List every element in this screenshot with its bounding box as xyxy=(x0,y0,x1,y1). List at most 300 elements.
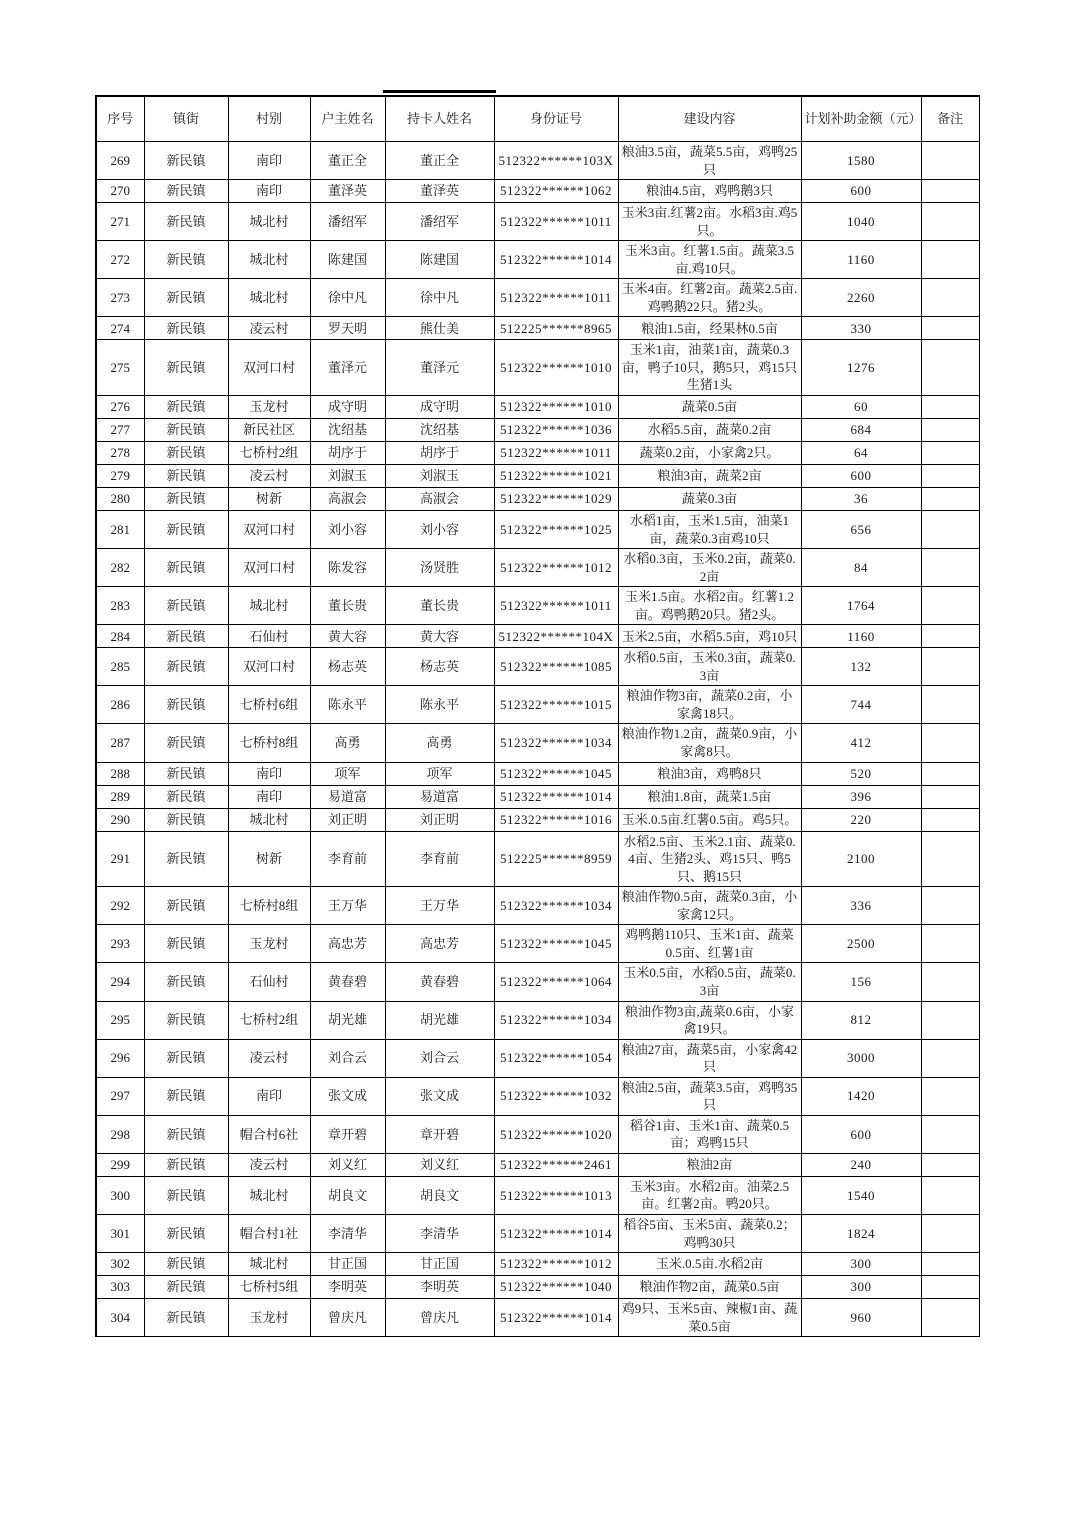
cell-no: 291 xyxy=(96,831,144,887)
cell-cardholder-name: 杨志英 xyxy=(385,648,494,686)
cell-owner-name: 曾庆凡 xyxy=(310,1299,385,1337)
table-row xyxy=(96,686,979,724)
cell-cardholder-name: 董长贵 xyxy=(385,587,494,625)
cell-id: 512322******1029 xyxy=(494,488,618,511)
cell-cardholder-name: 李育前 xyxy=(385,831,494,887)
cell-cardholder-name: 甘正国 xyxy=(385,1253,494,1276)
cell-owner-name: 董正全 xyxy=(310,142,385,180)
cell-remark xyxy=(921,808,979,831)
table-row xyxy=(96,279,979,317)
cell-owner-name: 罗天明 xyxy=(310,317,385,340)
cell-cardholder-name: 胡光雄 xyxy=(385,1001,494,1039)
cell-content: 粮油2.5亩，蔬菜3.5亩，鸡鸭35只 xyxy=(618,1077,801,1115)
cell-content: 鸡9只、玉米5亩、辣椒1亩、蔬菜0.5亩 xyxy=(618,1299,801,1337)
cell-village: 七桥村8组 xyxy=(228,887,310,925)
cell-content: 粮油3亩，蔬菜2亩 xyxy=(618,465,801,488)
cell-amount: 600 xyxy=(801,465,921,488)
cell-remark xyxy=(921,1115,979,1153)
table-row xyxy=(96,963,979,1001)
cell-content: 玉米3亩。水稻2亩。油菜2.5亩。红薯2亩。鸭20只。 xyxy=(618,1176,801,1214)
cell-id: 512225******8965 xyxy=(494,317,618,340)
cell-cardholder-name: 刘合云 xyxy=(385,1039,494,1077)
cell-village: 城北村 xyxy=(228,241,310,279)
cell-cardholder-name: 章开碧 xyxy=(385,1115,494,1153)
cell-no: 272 xyxy=(96,241,144,279)
header-no: 序号 xyxy=(96,96,144,142)
table-header xyxy=(96,96,979,142)
cell-id: 512322******1011 xyxy=(494,442,618,465)
cell-town: 新民镇 xyxy=(144,1299,228,1337)
cell-no: 296 xyxy=(96,1039,144,1077)
cell-no: 288 xyxy=(96,762,144,785)
table-row xyxy=(96,1001,979,1039)
cell-remark xyxy=(921,142,979,180)
cell-village: 南印 xyxy=(228,785,310,808)
cell-village: 树新 xyxy=(228,488,310,511)
cell-remark xyxy=(921,180,979,203)
cell-remark xyxy=(921,419,979,442)
cell-no: 287 xyxy=(96,724,144,762)
cell-remark xyxy=(921,340,979,396)
cell-town: 新民镇 xyxy=(144,396,228,419)
cell-id: 512322******1034 xyxy=(494,887,618,925)
cell-amount: 1764 xyxy=(801,587,921,625)
header-cardholder-name: 持卡人姓名 xyxy=(385,96,494,142)
cell-content: 粮油1.8亩，蔬菜1.5亩 xyxy=(618,785,801,808)
cell-no: 269 xyxy=(96,142,144,180)
cell-town: 新民镇 xyxy=(144,180,228,203)
cell-town: 新民镇 xyxy=(144,762,228,785)
cell-cardholder-name: 汤贤胜 xyxy=(385,549,494,587)
cell-owner-name: 易道富 xyxy=(310,785,385,808)
cell-content: 粮油2亩 xyxy=(618,1153,801,1176)
cell-amount: 330 xyxy=(801,317,921,340)
cell-remark xyxy=(921,1153,979,1176)
cell-amount: 36 xyxy=(801,488,921,511)
cell-amount: 600 xyxy=(801,1115,921,1153)
cell-id: 512322******1062 xyxy=(494,180,618,203)
cell-village: 凌云村 xyxy=(228,1153,310,1176)
cell-content: 水稻0.5亩，玉米0.3亩，蔬菜0.3亩 xyxy=(618,648,801,686)
cell-no: 281 xyxy=(96,511,144,549)
cell-id: 512322******1014 xyxy=(494,1299,618,1337)
cell-owner-name: 高淑会 xyxy=(310,488,385,511)
table-row xyxy=(96,1253,979,1276)
cell-id: 512322******1045 xyxy=(494,925,618,963)
cell-content: 水稻1亩，玉米1.5亩，油菜1亩，蔬菜0.3亩鸡10只 xyxy=(618,511,801,549)
cell-amount: 744 xyxy=(801,686,921,724)
cell-remark xyxy=(921,887,979,925)
header-construction-content: 建设内容 xyxy=(618,96,801,142)
cell-remark xyxy=(921,831,979,887)
cell-id: 512322******1034 xyxy=(494,1001,618,1039)
cell-cardholder-name: 刘小容 xyxy=(385,511,494,549)
table-row xyxy=(96,396,979,419)
cell-cardholder-name: 胡序于 xyxy=(385,442,494,465)
cell-town: 新民镇 xyxy=(144,1253,228,1276)
table-row xyxy=(96,340,979,396)
cell-remark xyxy=(921,785,979,808)
cell-no: 297 xyxy=(96,1077,144,1115)
cell-id: 512322******103X xyxy=(494,142,618,180)
cell-no: 286 xyxy=(96,686,144,724)
cell-cardholder-name: 成守明 xyxy=(385,396,494,419)
cell-id: 512322******1013 xyxy=(494,1176,618,1214)
cell-town: 新民镇 xyxy=(144,724,228,762)
cell-content: 粮油作物0.5亩，蔬菜0.3亩，小家禽12只。 xyxy=(618,887,801,925)
cell-id: 512322******1034 xyxy=(494,724,618,762)
cell-id: 512322******1032 xyxy=(494,1077,618,1115)
cell-village: 凌云村 xyxy=(228,317,310,340)
cell-owner-name: 陈永平 xyxy=(310,686,385,724)
cell-village: 双河口村 xyxy=(228,549,310,587)
cell-village: 城北村 xyxy=(228,279,310,317)
cell-remark xyxy=(921,549,979,587)
cell-amount: 600 xyxy=(801,180,921,203)
header-remark: 备注 xyxy=(921,96,979,142)
cell-town: 新民镇 xyxy=(144,625,228,648)
table-row xyxy=(96,488,979,511)
cell-owner-name: 王万华 xyxy=(310,887,385,925)
cell-content: 稻谷1亩、玉米1亩、蔬菜0.5亩；鸡鸭15只 xyxy=(618,1115,801,1153)
table-row xyxy=(96,785,979,808)
cell-village: 七桥村2组 xyxy=(228,1001,310,1039)
cell-no: 295 xyxy=(96,1001,144,1039)
cell-id: 512322******1045 xyxy=(494,762,618,785)
cell-cardholder-name: 董泽英 xyxy=(385,180,494,203)
cell-amount: 220 xyxy=(801,808,921,831)
cell-cardholder-name: 董泽元 xyxy=(385,340,494,396)
cell-town: 新民镇 xyxy=(144,442,228,465)
header-row xyxy=(96,96,979,142)
cell-owner-name: 刘正明 xyxy=(310,808,385,831)
cell-village: 凌云村 xyxy=(228,465,310,488)
cell-owner-name: 胡良文 xyxy=(310,1176,385,1214)
cell-cardholder-name: 黄春碧 xyxy=(385,963,494,1001)
cell-owner-name: 刘小容 xyxy=(310,511,385,549)
cell-town: 新民镇 xyxy=(144,488,228,511)
cell-content: 玉米.0.5亩.红薯0.5亩。鸡5只。 xyxy=(618,808,801,831)
cell-village: 南印 xyxy=(228,762,310,785)
cell-no: 299 xyxy=(96,1153,144,1176)
cell-content: 蔬菜0.3亩 xyxy=(618,488,801,511)
cell-id: 512225******8959 xyxy=(494,831,618,887)
cell-content: 粮油作物3亩，蔬菜0.2亩，小家禽18只。 xyxy=(618,686,801,724)
table-row xyxy=(96,1176,979,1214)
cell-town: 新民镇 xyxy=(144,142,228,180)
cell-content: 粮油1.5亩，经果林0.5亩 xyxy=(618,317,801,340)
cell-no: 300 xyxy=(96,1176,144,1214)
cell-remark xyxy=(921,241,979,279)
cell-owner-name: 成守明 xyxy=(310,396,385,419)
cell-content: 水稻2.5亩、玉米2.1亩、蔬菜0.4亩、生猪2头、鸡15只、鸭5只、鹅15只 xyxy=(618,831,801,887)
cell-village: 石仙村 xyxy=(228,963,310,1001)
cell-amount: 1160 xyxy=(801,241,921,279)
cell-content: 玉米0.5亩，水稻0.5亩，蔬菜0.3亩 xyxy=(618,963,801,1001)
cell-owner-name: 陈发容 xyxy=(310,549,385,587)
cell-owner-name: 刘淑玉 xyxy=(310,465,385,488)
cell-no: 284 xyxy=(96,625,144,648)
cell-amount: 1540 xyxy=(801,1176,921,1214)
cell-remark xyxy=(921,625,979,648)
cell-remark xyxy=(921,648,979,686)
cell-owner-name: 黄春碧 xyxy=(310,963,385,1001)
cell-amount: 1160 xyxy=(801,625,921,648)
cell-village: 七桥村6组 xyxy=(228,686,310,724)
cell-owner-name: 刘义红 xyxy=(310,1153,385,1176)
cell-amount: 60 xyxy=(801,396,921,419)
cell-remark xyxy=(921,511,979,549)
cell-owner-name: 张文成 xyxy=(310,1077,385,1115)
table-row xyxy=(96,442,979,465)
cell-no: 304 xyxy=(96,1299,144,1337)
cell-amount: 960 xyxy=(801,1299,921,1337)
cell-town: 新民镇 xyxy=(144,1276,228,1299)
cell-no: 276 xyxy=(96,396,144,419)
cell-remark xyxy=(921,279,979,317)
cell-id: 512322******1012 xyxy=(494,1253,618,1276)
cell-town: 新民镇 xyxy=(144,686,228,724)
cell-id: 512322******1012 xyxy=(494,549,618,587)
table-row xyxy=(96,1039,979,1077)
cell-town: 新民镇 xyxy=(144,340,228,396)
cell-id: 512322******1011 xyxy=(494,203,618,241)
cell-remark xyxy=(921,925,979,963)
cell-town: 新民镇 xyxy=(144,785,228,808)
cell-no: 275 xyxy=(96,340,144,396)
cell-amount: 1420 xyxy=(801,1077,921,1115)
cell-owner-name: 李明英 xyxy=(310,1276,385,1299)
cell-village: 新民社区 xyxy=(228,419,310,442)
cell-no: 285 xyxy=(96,648,144,686)
cell-amount: 412 xyxy=(801,724,921,762)
cell-village: 七桥村5组 xyxy=(228,1276,310,1299)
cell-cardholder-name: 潘绍军 xyxy=(385,203,494,241)
table-row xyxy=(96,465,979,488)
cell-amount: 3000 xyxy=(801,1039,921,1077)
cell-no: 303 xyxy=(96,1276,144,1299)
cell-village: 城北村 xyxy=(228,587,310,625)
cell-cardholder-name: 刘正明 xyxy=(385,808,494,831)
cell-id: 512322******1054 xyxy=(494,1039,618,1077)
cell-content: 粮油4.5亩，鸡鸭鹅3只 xyxy=(618,180,801,203)
table-row xyxy=(96,648,979,686)
table-row xyxy=(96,241,979,279)
table-row xyxy=(96,925,979,963)
cell-town: 新民镇 xyxy=(144,1176,228,1214)
cell-cardholder-name: 张文成 xyxy=(385,1077,494,1115)
table-row xyxy=(96,549,979,587)
cell-id: 512322******1085 xyxy=(494,648,618,686)
table-row xyxy=(96,180,979,203)
cell-town: 新民镇 xyxy=(144,549,228,587)
cell-owner-name: 高勇 xyxy=(310,724,385,762)
cell-content: 粮油作物1.2亩，蔬菜0.9亩，小家禽8只。 xyxy=(618,724,801,762)
cell-remark xyxy=(921,465,979,488)
table-row xyxy=(96,724,979,762)
cell-village: 七桥村2组 xyxy=(228,442,310,465)
cell-no: 283 xyxy=(96,587,144,625)
cell-cardholder-name: 陈建国 xyxy=(385,241,494,279)
cell-content: 粮油作物2亩，蔬菜0.5亩 xyxy=(618,1276,801,1299)
cell-town: 新民镇 xyxy=(144,1153,228,1176)
cell-owner-name: 董长贵 xyxy=(310,587,385,625)
cell-village: 玉龙村 xyxy=(228,396,310,419)
cell-town: 新民镇 xyxy=(144,925,228,963)
cell-village: 南印 xyxy=(228,142,310,180)
cell-remark xyxy=(921,1077,979,1115)
cell-village: 城北村 xyxy=(228,203,310,241)
cell-id: 512322******1021 xyxy=(494,465,618,488)
cell-id: 512322******104X xyxy=(494,625,618,648)
cell-town: 新民镇 xyxy=(144,465,228,488)
header-village: 村别 xyxy=(228,96,310,142)
cell-amount: 64 xyxy=(801,442,921,465)
cell-amount: 156 xyxy=(801,963,921,1001)
cell-amount: 240 xyxy=(801,1153,921,1176)
cell-town: 新民镇 xyxy=(144,1001,228,1039)
cell-village: 双河口村 xyxy=(228,511,310,549)
table-row xyxy=(96,1115,979,1153)
cell-owner-name: 潘绍军 xyxy=(310,203,385,241)
cell-town: 新民镇 xyxy=(144,241,228,279)
subsidy-table xyxy=(95,95,980,1337)
cell-owner-name: 章开碧 xyxy=(310,1115,385,1153)
cell-remark xyxy=(921,1299,979,1337)
cell-cardholder-name: 沈绍基 xyxy=(385,419,494,442)
cell-amount: 2500 xyxy=(801,925,921,963)
cell-town: 新民镇 xyxy=(144,963,228,1001)
cell-village: 南印 xyxy=(228,1077,310,1115)
cell-town: 新民镇 xyxy=(144,1077,228,1115)
cell-no: 301 xyxy=(96,1214,144,1252)
cell-remark xyxy=(921,1001,979,1039)
cell-id: 512322******1014 xyxy=(494,1214,618,1252)
cell-owner-name: 黄大容 xyxy=(310,625,385,648)
cell-id: 512322******1010 xyxy=(494,396,618,419)
cell-remark xyxy=(921,396,979,419)
cardholder-header-top-border-artifact xyxy=(383,90,496,93)
cell-town: 新民镇 xyxy=(144,587,228,625)
table-row xyxy=(96,142,979,180)
cell-amount: 2260 xyxy=(801,279,921,317)
cell-town: 新民镇 xyxy=(144,831,228,887)
table-row xyxy=(96,762,979,785)
cell-id: 512322******1011 xyxy=(494,279,618,317)
cell-town: 新民镇 xyxy=(144,1214,228,1252)
cell-remark xyxy=(921,1253,979,1276)
cell-cardholder-name: 董正全 xyxy=(385,142,494,180)
table-row xyxy=(96,1077,979,1115)
cell-owner-name: 高忠芳 xyxy=(310,925,385,963)
table-row xyxy=(96,625,979,648)
cell-town: 新民镇 xyxy=(144,317,228,340)
cell-owner-name: 刘合云 xyxy=(310,1039,385,1077)
cell-cardholder-name: 项军 xyxy=(385,762,494,785)
cell-cardholder-name: 熊仕美 xyxy=(385,317,494,340)
cell-amount: 1276 xyxy=(801,340,921,396)
cell-id: 512322******1064 xyxy=(494,963,618,1001)
cell-amount: 1040 xyxy=(801,203,921,241)
cell-remark xyxy=(921,1039,979,1077)
cell-owner-name: 李清华 xyxy=(310,1214,385,1252)
cell-owner-name: 徐中凡 xyxy=(310,279,385,317)
table-row xyxy=(96,419,979,442)
table-row xyxy=(96,1299,979,1337)
cell-id: 512322******2461 xyxy=(494,1153,618,1176)
cell-village: 玉龙村 xyxy=(228,925,310,963)
cell-amount: 1824 xyxy=(801,1214,921,1252)
cell-village: 城北村 xyxy=(228,808,310,831)
cell-amount: 1580 xyxy=(801,142,921,180)
cell-no: 302 xyxy=(96,1253,144,1276)
cell-no: 293 xyxy=(96,925,144,963)
cell-content: 粮油作物3亩,蔬菜0.6亩，小家禽19只。 xyxy=(618,1001,801,1039)
cell-amount: 84 xyxy=(801,549,921,587)
cell-village: 城北村 xyxy=(228,1176,310,1214)
cell-cardholder-name: 徐中凡 xyxy=(385,279,494,317)
table-row xyxy=(96,887,979,925)
cell-no: 290 xyxy=(96,808,144,831)
cell-no: 280 xyxy=(96,488,144,511)
cell-id: 512322******1015 xyxy=(494,686,618,724)
cell-content: 水稻0.3亩，玉米0.2亩，蔬菜0.2亩 xyxy=(618,549,801,587)
header-town: 镇街 xyxy=(144,96,228,142)
cell-cardholder-name: 李明英 xyxy=(385,1276,494,1299)
cell-content: 玉米3亩。红薯1.5亩。蔬菜3.5亩.鸡10只。 xyxy=(618,241,801,279)
cell-town: 新民镇 xyxy=(144,279,228,317)
cell-village: 城北村 xyxy=(228,1253,310,1276)
cell-content: 蔬菜0.5亩 xyxy=(618,396,801,419)
table-row xyxy=(96,203,979,241)
cell-village: 双河口村 xyxy=(228,340,310,396)
cell-id: 512322******1014 xyxy=(494,241,618,279)
cell-content: 粮油27亩，蔬菜5亩，小家禽42只 xyxy=(618,1039,801,1077)
cell-owner-name: 杨志英 xyxy=(310,648,385,686)
cell-remark xyxy=(921,724,979,762)
cell-village: 七桥村8组 xyxy=(228,724,310,762)
cell-town: 新民镇 xyxy=(144,648,228,686)
cell-amount: 132 xyxy=(801,648,921,686)
cell-id: 512322******1011 xyxy=(494,587,618,625)
cell-village: 南印 xyxy=(228,180,310,203)
cell-no: 292 xyxy=(96,887,144,925)
cell-town: 新民镇 xyxy=(144,808,228,831)
cell-cardholder-name: 胡良文 xyxy=(385,1176,494,1214)
cell-content: 玉米1.5亩。水稻2亩。红薯1.2亩。鸡鸭鹅20只。猪2头。 xyxy=(618,587,801,625)
cell-remark xyxy=(921,587,979,625)
cell-town: 新民镇 xyxy=(144,511,228,549)
table-row xyxy=(96,808,979,831)
cell-remark xyxy=(921,203,979,241)
table-row xyxy=(96,317,979,340)
cell-content: 玉米.0.5亩.水稻2亩 xyxy=(618,1253,801,1276)
cell-no: 278 xyxy=(96,442,144,465)
cell-id: 512322******1014 xyxy=(494,785,618,808)
cell-remark xyxy=(921,442,979,465)
cell-no: 298 xyxy=(96,1115,144,1153)
cell-remark xyxy=(921,963,979,1001)
cell-id: 512322******1040 xyxy=(494,1276,618,1299)
cell-village: 帽合村6社 xyxy=(228,1115,310,1153)
cell-amount: 336 xyxy=(801,887,921,925)
cell-village: 石仙村 xyxy=(228,625,310,648)
table-row xyxy=(96,1153,979,1176)
cell-content: 鸡鸭鹅110只、玉米1亩、蔬菜0.5亩、红薯1亩 xyxy=(618,925,801,963)
cell-content: 粮油3.5亩，蔬菜5.5亩，鸡鸭25只 xyxy=(618,142,801,180)
cell-no: 271 xyxy=(96,203,144,241)
cell-cardholder-name: 刘义红 xyxy=(385,1153,494,1176)
